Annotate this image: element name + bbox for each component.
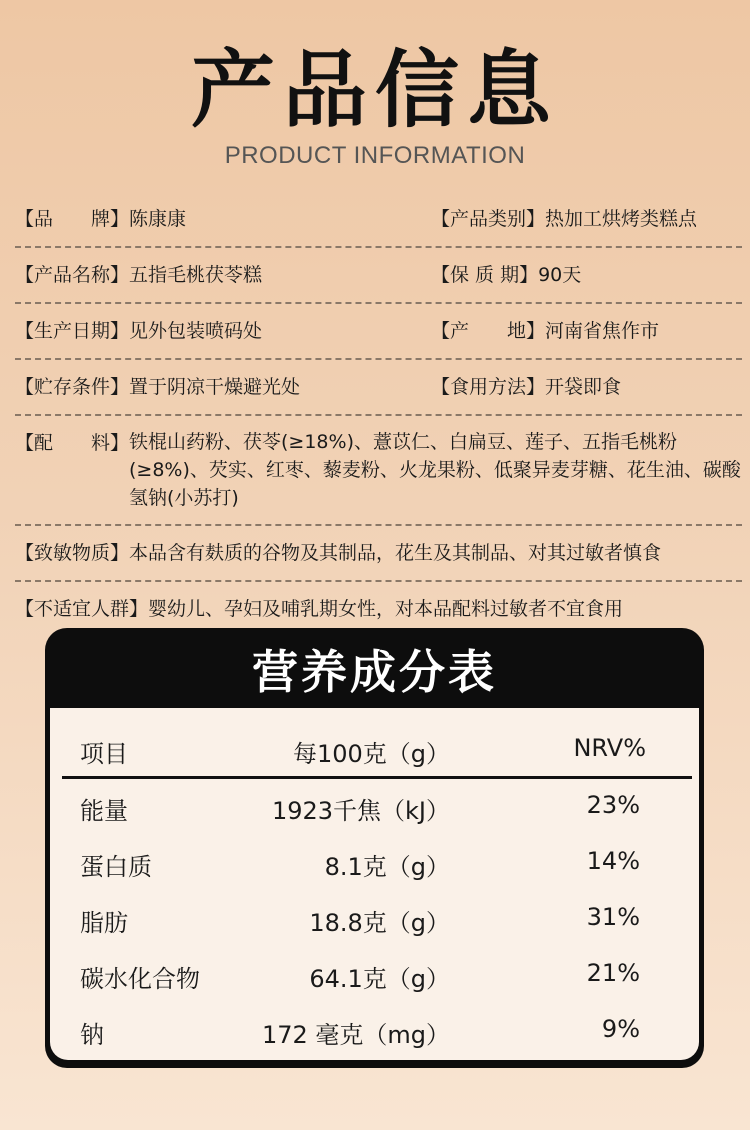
nutrient-name: 钠 xyxy=(80,1021,104,1049)
table-row xyxy=(62,779,692,835)
table-row xyxy=(62,891,692,947)
info-row xyxy=(15,526,742,582)
shelf-key: 【保 质 期】 xyxy=(431,264,539,286)
nutrient-amount: 8.1克（g） xyxy=(324,853,450,881)
table-row xyxy=(62,835,692,891)
name-key: 【产品名称】 xyxy=(15,264,130,286)
header-per100g: 每100克（g） xyxy=(292,740,450,768)
origin-cell xyxy=(431,316,659,346)
nutrient-name: 能量 xyxy=(80,797,128,825)
nutrient-name: 脂肪 xyxy=(80,909,128,937)
nutrition-table xyxy=(62,722,692,1059)
nutrient-nrv: 23% xyxy=(586,791,640,819)
date-cell xyxy=(15,316,262,346)
nutrient-nrv: 9% xyxy=(601,1015,640,1043)
info-row xyxy=(15,360,742,416)
date-value: 见外包装喷码处 xyxy=(129,320,263,342)
ingredients-key: 【配 料】 xyxy=(15,432,130,454)
nutrition-body xyxy=(50,708,699,1060)
usage-key: 【食用方法】 xyxy=(431,376,546,398)
info-row xyxy=(15,304,742,360)
page-subtitle: PRODUCT INFORMATION xyxy=(224,142,526,169)
shelf-value: 90天 xyxy=(538,264,582,286)
category-cell xyxy=(431,204,697,234)
nutrition-header-row xyxy=(62,722,692,779)
category-value: 热加工烘烤类糕点 xyxy=(545,208,698,230)
product-info xyxy=(15,192,742,636)
nutrient-amount: 1923千焦（kJ） xyxy=(271,797,450,825)
allergen-value: 本品含有麸质的谷物及其制品，花生及其制品、对其过敏者慎食 xyxy=(129,542,662,564)
brand-key: 【品 牌】 xyxy=(15,208,130,230)
table-row xyxy=(62,1003,692,1059)
nutrient-amount: 64.1克（g） xyxy=(309,965,450,993)
info-row xyxy=(15,248,742,304)
usage-cell xyxy=(431,372,621,402)
brand-value: 陈康康 xyxy=(129,208,187,230)
header-item: 项目 xyxy=(80,740,128,768)
origin-key: 【产 地】 xyxy=(431,320,546,342)
allergen-key: 【致敏物质】 xyxy=(15,542,130,564)
nutrient-amount: 172 毫克（mg） xyxy=(261,1021,450,1049)
info-row xyxy=(15,416,742,526)
nutrient-name: 碳水化合物 xyxy=(80,965,200,993)
nutrient-name: 蛋白质 xyxy=(80,853,152,881)
origin-value: 河南省焦作市 xyxy=(545,320,660,342)
name-cell xyxy=(15,260,262,290)
header-nrv: NRV% xyxy=(573,734,646,762)
nutrient-nrv: 31% xyxy=(586,903,640,931)
unsuitable-key: 【不适宜人群】 xyxy=(15,598,149,620)
storage-cell xyxy=(15,372,300,402)
nutrition-title: 营养成分表 xyxy=(252,645,497,699)
usage-value: 开袋即食 xyxy=(545,376,622,398)
storage-key: 【贮存条件】 xyxy=(15,376,130,398)
name-value: 五指毛桃茯苓糕 xyxy=(129,264,263,286)
date-key: 【生产日期】 xyxy=(15,320,130,342)
unsuitable-value: 婴幼儿、孕妇及哺乳期女性，对本品配料过敏者不宜食用 xyxy=(148,598,624,620)
info-row xyxy=(15,192,742,248)
title-block xyxy=(0,40,750,170)
table-row xyxy=(62,947,692,1003)
nutrient-nrv: 21% xyxy=(586,959,640,987)
storage-value: 置于阴凉干燥避光处 xyxy=(129,376,301,398)
category-key: 【产品类别】 xyxy=(431,208,546,230)
shelf-cell xyxy=(431,260,581,290)
page-title: 产品信息 xyxy=(190,41,559,139)
nutrition-panel xyxy=(45,628,704,1068)
brand-cell xyxy=(15,204,186,234)
ingredients-value: 铁棍山药粉、茯苓(≥18%)、薏苡仁、白扁豆、莲子、五指毛桃粉(≥8%)、芡实、红枣、藜麦粉、火龙果粉、低聚异麦芽糖、花生油、碳酸氢钠(小苏打) xyxy=(129,431,741,509)
nutrient-nrv: 14% xyxy=(586,847,640,875)
nutrient-amount: 18.8克（g） xyxy=(309,909,450,937)
